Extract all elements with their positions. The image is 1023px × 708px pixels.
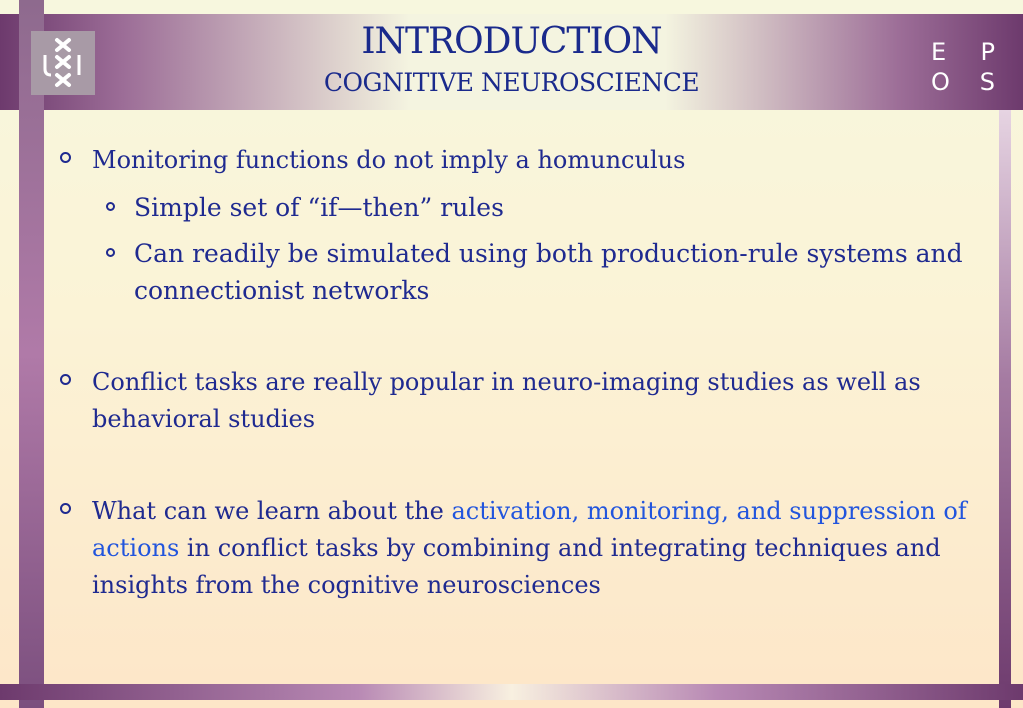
epos-letter-p: P [980, 38, 995, 66]
epos-letter-s: S [979, 68, 995, 96]
sub-bullet-circle-icon [106, 248, 115, 257]
sub-bullet-circle-icon [106, 202, 115, 211]
sub-bullet-item [58, 235, 1023, 309]
bullet-item [58, 493, 1023, 604]
epos-letter-e: E [931, 38, 947, 66]
bullet-circle-icon [60, 374, 71, 385]
epos-logo [931, 37, 995, 97]
bullet-text: Conflict tasks are really popular in neuro-imaging studies as well as behavioral studies [92, 368, 921, 433]
bullet-item [58, 142, 1023, 179]
bottom-decorative-bar [0, 684, 1023, 700]
bullet-item [58, 364, 1023, 438]
bullet-circle-icon [60, 152, 71, 163]
bullet-text-after: in conflict tasks by combining and integrating techniques and insights from the cognitive neurosciences [92, 534, 941, 599]
epos-letter-o: O [931, 68, 950, 96]
sub-bullet-item [58, 189, 1023, 226]
sub-bullet-text: Simple set of “if—then” rules [134, 193, 504, 222]
bullet-text: Monitoring functions do not imply a homunculus [92, 146, 686, 174]
university-seal-icon [31, 31, 95, 95]
left-decorative-bar [19, 0, 44, 708]
title-line-1: INTRODUCTION [361, 21, 662, 62]
bullet-text-before: What can we learn about the [92, 497, 452, 525]
bullet-text-highlight: activation, monitoring, and suppression of actions [92, 497, 967, 562]
sub-bullet-text: Can readily be simulated using both production-rule systems and connectionist networks [134, 239, 963, 305]
bullet-circle-icon [60, 503, 71, 514]
title-line-2: COGNITIVE NEUROSCIENCE [323, 68, 700, 97]
slide-title [200, 21, 823, 97]
